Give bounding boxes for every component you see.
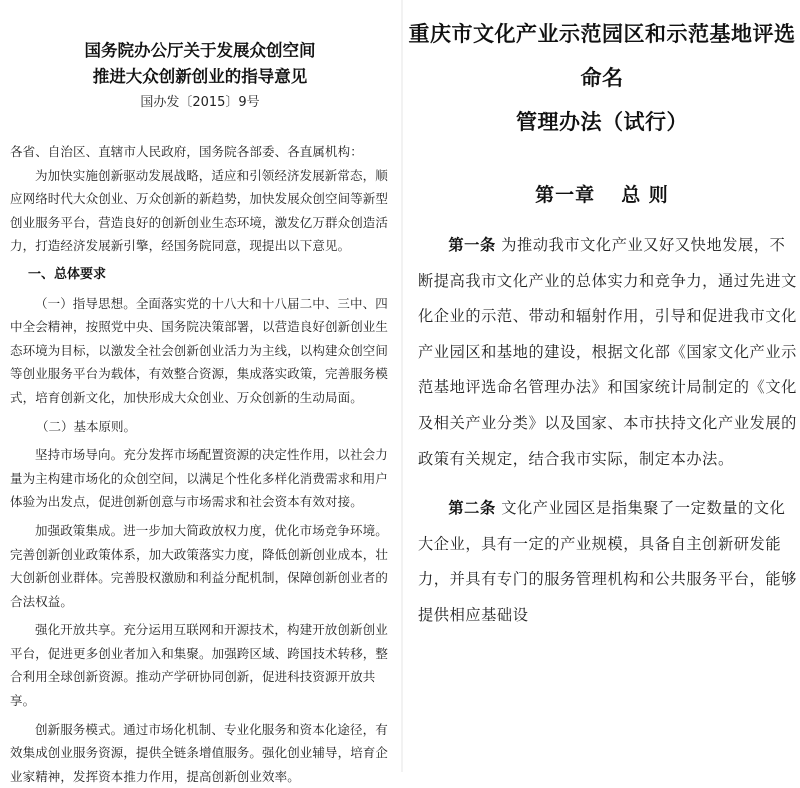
article-1 [418, 228, 798, 477]
guiding-ideology-text: 全面落实党的十八大和十八届二中、三中、四中全会精神，按照党中央、国务院决策部署，以营造良好创新创业生态环境为目标，以激发全社会创新创业活力为主线，以构建众创空间等创业服务平台为载体，有效整合资源，集成落实政策，完善服务模式，培育创新文化，加快形成大众创业、万众创新的生动局面。 [10, 295, 389, 405]
guiding-ideology-paragraph [10, 292, 398, 410]
chapter-heading [404, 180, 800, 210]
left-document-title [0, 38, 400, 90]
right-title-line-1: 重庆市文化产业示范园区和示范基地评选命名 [408, 21, 796, 90]
right-document-title [404, 12, 800, 144]
salutation: 各省、自治区、直辖市人民政府，国务院各部委、各直属机构： [10, 144, 363, 159]
guiding-ideology-label: （一）指导思想。 [35, 295, 136, 311]
right-document [404, 0, 800, 772]
left-document [0, 0, 400, 784]
article-2 [418, 491, 798, 633]
article-1-text: 为推动我市文化产业又好又快地发展，不断提高我市文化产业的总体实力和竞争力，通过先进文化企业的示范、带动和辐射作用，引导和促进我市文化产业园区和基地的建设，根据文化部《国家文化产业示范基地评选命名管理办法》和国家统计局制定的《文化及相关产业分类》以及国家、本市扶持文化产业发展的政策有关规定，结合我市实际，制定本办法。 [418, 236, 797, 468]
article-2-label: 第二条 [448, 499, 496, 518]
principle-service-innovation: 创新服务模式。通过市场化机制、专业化服务和资本化途径，有效集成创业服务资源，提供全链条增值服务。强化创业辅导，培育企业家精神，发挥资本推力作用，提高创新创业效率。 [10, 721, 389, 784]
page-divider [401, 0, 403, 772]
intro-paragraph: 为加快实施创新驱动发展战略，适应和引领经济发展新常态，顺应网络时代大众创业、万众创新的新趋势，加快发展众创空间等新型创业服务平台，营造良好的创新创业生态环境，激发亿万群众创造活力，打造经济发展新引擎，经国务院同意，现提出以下意见。 [10, 167, 389, 254]
right-title-line-2: 管理办法（试行） [516, 109, 688, 134]
basic-principles-heading: （二）基本原则。 [36, 418, 137, 434]
article-2-text: 文化产业园区是指集聚了一定数量的文化大企业，具有一定的产业规模，具备自主创新研发能力，并具有专门的服务管理机构和公共服务平台，能够提供相应基础设 [418, 499, 797, 624]
left-title-line-2: 推进大众创新创业的指导意见 [92, 67, 308, 86]
left-document-body [10, 140, 398, 788]
article-1-label: 第一条 [448, 236, 496, 254]
section-heading-general-requirements: 一、总体要求 [28, 266, 107, 282]
principle-open-sharing: 强化开放共享。充分运用互联网和开源技术，构建开放创新创业平台，促进更多创业者加入和集聚。加强跨区域、跨国技术转移，整合利用全球创新资源。推动产学研协同创新，促进科技资源开放共享。 [10, 622, 389, 709]
principle-market-oriented: 坚持市场导向。充分发挥市场配置资源的决定性作用，以社会力量为主构建市场化的众创空间，以满足个性化多样化消费需求和用户体验为出发点，促进创新创意与市场需求和社会资本有效对接。 [10, 447, 389, 510]
right-document-body [418, 228, 798, 634]
chapter-number: 第一章 [535, 184, 596, 206]
left-title-line-1: 国务院办公厅关于发展众创空间 [84, 41, 316, 60]
document-number: 国办发〔2015〕9号 [140, 95, 260, 110]
principle-policy-integration: 加强政策集成。进一步加大简政放权力度，优化市场竞争环境。完善创新创业政策体系，加大政策落实力度，降低创新创业成本，壮大创新创业群体。完善股权激励和利益分配机制，保障创新创业者的合法权益。 [10, 522, 389, 609]
chapter-name: 总 则 [621, 184, 669, 206]
